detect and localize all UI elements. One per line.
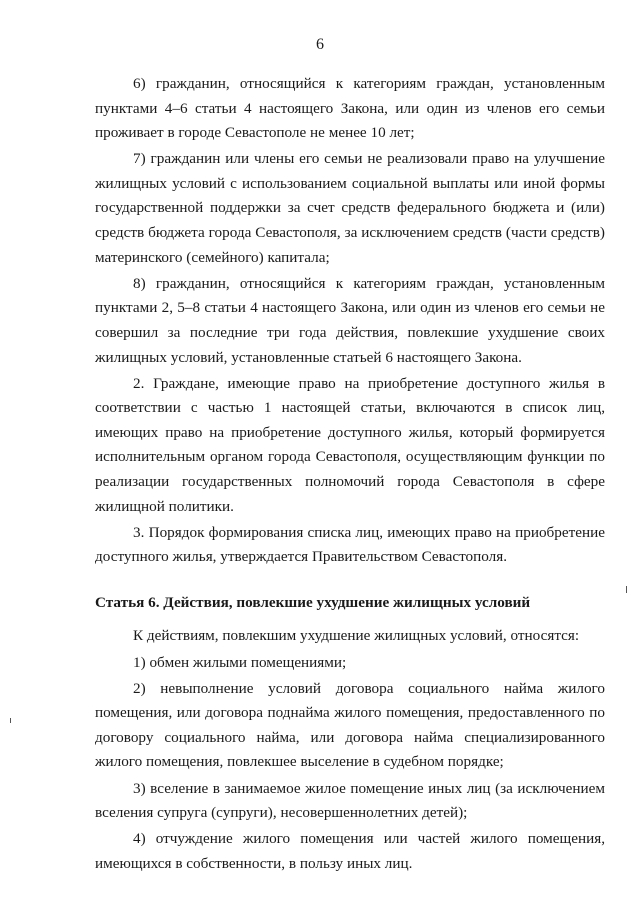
- page-number: 6: [316, 36, 324, 53]
- scan-mark-right: [626, 586, 627, 593]
- document-body: [95, 72, 605, 878]
- paragraph-item-6: 6) гражданин, относящийся к категориям граждан, установленным пунктами 4–6 статьи 4 настоящего Закона, или один из членов его семьи проживает в городе Севастополе не менее 10 лет;: [95, 75, 605, 142]
- paragraph-part-2: 2. Граждане, имеющие право на приобретение доступного жилья в соответствии с частью 1 настоящей статьи, включаются в список лиц, имеющих право на приобретение доступного жилья, который формируется исполнительным органом города Севастополя, осуществляющим функции по реализации государственных полномочий города Севастополя в сфере жилищной политики.: [95, 374, 605, 515]
- article-item-1: 1) обмен жилыми помещениями;: [133, 653, 347, 671]
- article-item-4: 4) отчуждение жилого помещения или частей жилого помещения, имеющихся в собственности, в пользу иных лиц.: [95, 830, 605, 872]
- paragraph-item-8: 8) гражданин, относящийся к категориям граждан, установленным пунктами 2, 5–8 статьи 4 настоящего Закона, или один из членов его семьи не совершил за последние три года действия, повлекшие ухудшение своих жилищных условий, установленные статьей 6 настоящего Закона.: [95, 274, 605, 366]
- scan-mark-left: [10, 718, 11, 723]
- paragraph-item-7: 7) гражданин или члены его семьи не реализовали право на улучшение жилищных условий с использованием социальной выплаты или иной формы государственной поддержки за счет средств федерального бюджета и (или) средств бюджета города Севастополя, за исключением средств (части средств) материнского (семейного) капитала;: [95, 150, 605, 266]
- article-item-3: 3) вселение в занимаемое жилое помещение иных лиц (за исключением вселения супруга (супруги), несовершеннолетних детей);: [95, 779, 605, 822]
- article-heading: Статья 6. Действия, повлекшие ухудшение жилищных условий: [95, 593, 531, 611]
- article-intro: К действиям, повлекшим ухудшение жилищных условий, относятся:: [133, 627, 580, 645]
- paragraph-part-3: 3. Порядок формирования списка лиц, имеющих право на приобретение доступного жилья, утверждается Правительством Севастополя.: [95, 523, 605, 566]
- article-item-2: 2) невыполнение условий договора социального найма жилого помещения, или договора поднайма жилого помещения, предоставленного по договору социального найма, или договора найма специализированного жилого помещения, повлекшее выселение в судебном порядке;: [95, 679, 605, 771]
